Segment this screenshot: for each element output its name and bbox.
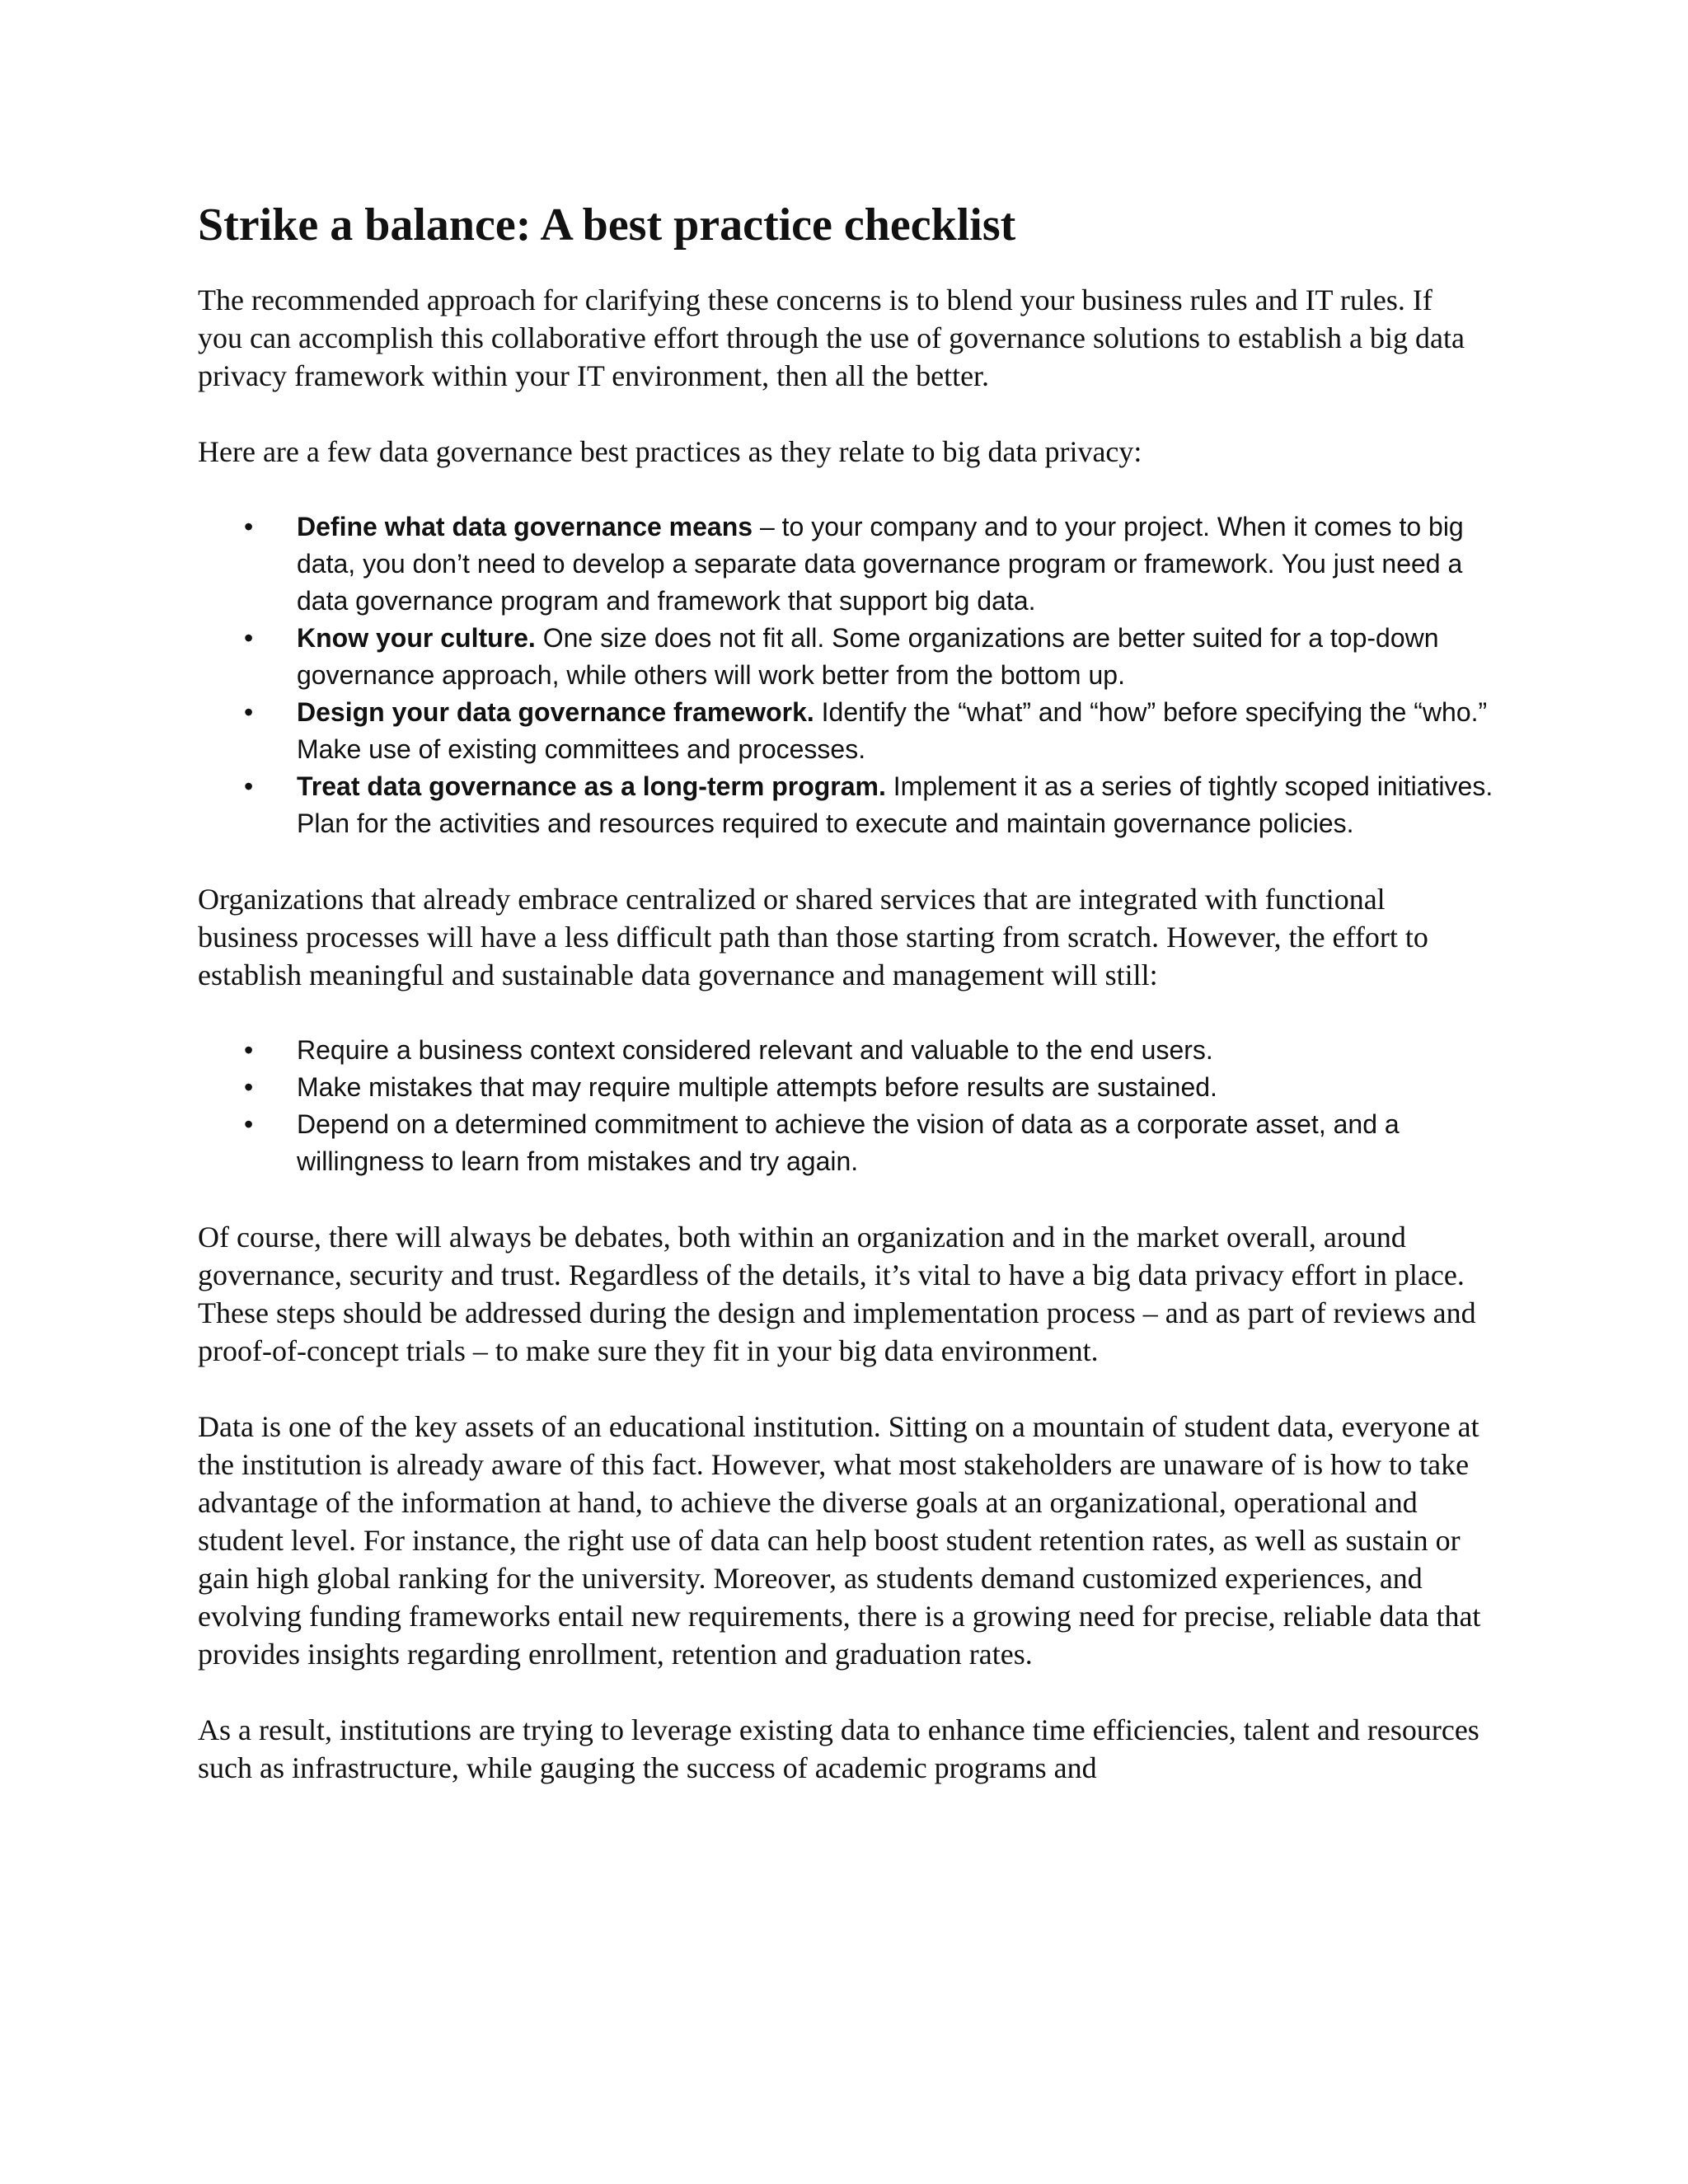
page-title: Strike a balance: A best practice checklist	[198, 199, 1016, 251]
bullet-icon: •	[244, 512, 254, 542]
list-item	[198, 768, 1508, 842]
list-item-heading: Know your culture.	[297, 623, 536, 654]
list-item-text: Make mistakes that may require multiple attempts before results are sustained.	[297, 1072, 1217, 1103]
document-page	[198, 198, 1500, 1825]
practices-intro-paragraph: Here are a few data governance best practices as they relate to big data privacy:	[198, 435, 1142, 469]
list-item-heading: Define what data governance means	[297, 512, 753, 542]
education-data-paragraph: Data is one of the key assets of an educational institution. Sitting on a mountain of student data, everyone at the institution is already aware of this fact. However, what most stakeholders are unaware of is how to take advantage of the information at hand, to achieve the diverse goals at an organizational, operational and student level. For instance, the right use of data can help boost student retention rates, as well as sustain or gain high global ranking for the university. Moreover, as students demand customized experiences, and evolving funding frameworks entail new requirements, there is a growing need for precise, reliable data that provides insights regarding enrollment, retention and graduation rates.	[198, 1410, 1481, 1671]
list-item-text: One size does not fit all. Some organizations are better suited for a top-down governance approach, while others will work better from the bottom up.	[297, 623, 1439, 691]
list-item	[198, 620, 1508, 694]
list-item-heading: Treat data governance as a long-term program.	[297, 771, 886, 802]
list-item	[198, 1106, 1508, 1180]
best-practices-list	[198, 509, 1500, 842]
bullet-icon: •	[244, 697, 254, 728]
list-item-text: Depend on a determined commitment to achieve the vision of data as a corporate asset, and a willingness to learn from mistakes and try again.	[297, 1109, 1400, 1177]
list-item-text: – to your company and to your project. When it comes to big data, you don’t need to develop a separate data governance program or framework. You just need a data governance program and framework that support big data.	[297, 512, 1464, 616]
list-item-text: Identify the “what” and “how” before specifying the “who.” Make use of existing committees and processes.	[297, 697, 1488, 765]
bullet-icon: •	[244, 1072, 254, 1103]
list-item	[198, 1069, 1508, 1106]
intro-paragraph: The recommended approach for clarifying these concerns is to blend your business rules and IT rules. If you can accomplish this collaborative effort through the use of governance solutions to establish a big data privacy framework within your IT environment, then all the better.	[198, 284, 1465, 393]
requirements-list	[198, 1032, 1500, 1180]
list-item	[198, 1032, 1508, 1069]
list-item-heading: Design your data governance framework.	[297, 697, 814, 728]
bullet-icon: •	[244, 1109, 254, 1140]
debates-paragraph: Of course, there will always be debates, both within an organization and in the market overall, around governance, security and trust. Regardless of the details, it’s vital to have a big data privacy effort in place. These steps should be addressed during the design and implementation process – and as part of reviews and proof-of-concept trials – to make sure they fit in your big data environment.	[198, 1221, 1476, 1368]
organizations-paragraph: Organizations that already embrace centralized or shared services that are integrated with functional business processes will have a less difficult path than those starting from scratch. However, the effort to establish meaningful and sustainable data governance and management will still:	[198, 883, 1428, 992]
list-item-text: Implement it as a series of tightly scoped initiatives. Plan for the activities and resources required to execute and maintain governance policies.	[297, 771, 1493, 839]
bullet-icon: •	[244, 771, 254, 802]
bullet-icon: •	[244, 623, 254, 654]
list-item-text: Require a business context considered relevant and valuable to the end users.	[297, 1035, 1213, 1066]
list-item	[198, 694, 1508, 768]
result-paragraph: As a result, institutions are trying to leverage existing data to enhance time efficiencies, talent and resources such as infrastructure, while gauging the success of academic programs and	[198, 1713, 1479, 1785]
bullet-icon: •	[244, 1035, 254, 1066]
list-item	[198, 509, 1508, 620]
